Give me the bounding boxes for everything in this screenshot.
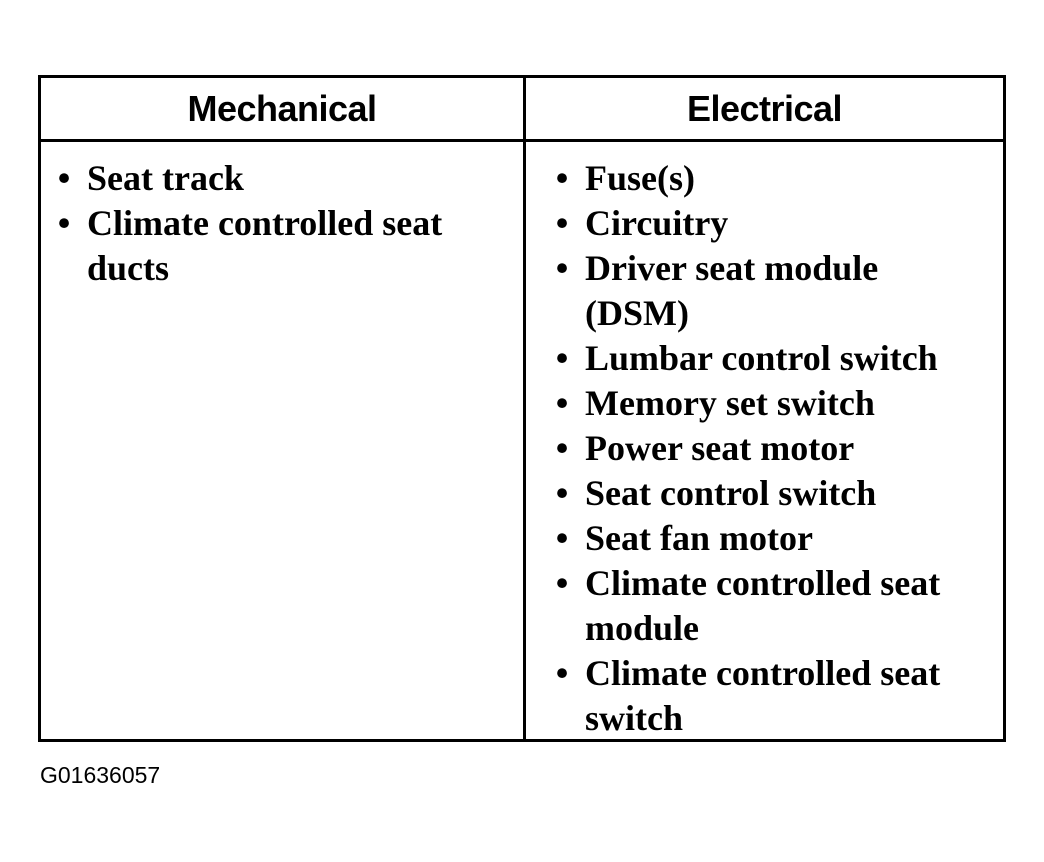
bullet-icon: • — [555, 563, 569, 603]
list-item-text: Climate controlled seat ducts — [87, 203, 443, 288]
list-item-text: Circuitry — [585, 203, 729, 243]
list-item-text: Driver seat module (DSM) — [585, 248, 879, 333]
bullet-icon: • — [555, 158, 569, 198]
list-item-text: Seat track — [87, 158, 244, 198]
electrical-list — [549, 156, 969, 741]
bullet-icon: • — [57, 158, 71, 198]
list-item-text: Lumbar control switch — [585, 338, 938, 378]
list-item — [51, 156, 511, 201]
mechanical-list — [51, 156, 511, 291]
list-item-text: Power seat motor — [585, 428, 855, 468]
list-item-text: Climate controlled seat switch — [585, 653, 941, 738]
list-item — [549, 561, 969, 651]
list-item — [549, 336, 969, 381]
bullet-icon: • — [555, 383, 569, 423]
list-item-text: Memory set switch — [585, 383, 875, 423]
list-item — [549, 246, 969, 336]
list-item — [549, 516, 969, 561]
list-item-text: Climate controlled seat module — [585, 563, 941, 648]
list-item-text: Seat control switch — [585, 473, 877, 513]
bullet-icon: • — [555, 518, 569, 558]
header-divider — [41, 139, 1003, 142]
bullet-icon: • — [555, 473, 569, 513]
list-item — [549, 381, 969, 426]
bullet-icon: • — [57, 203, 71, 243]
bullet-icon: • — [555, 248, 569, 288]
list-item-text: Seat fan motor — [585, 518, 813, 558]
bullet-icon: • — [555, 338, 569, 378]
list-item-text: Fuse(s) — [585, 158, 695, 198]
column-header-mechanical: Mechanical — [187, 87, 377, 129]
bullet-icon: • — [555, 428, 569, 468]
list-item — [549, 426, 969, 471]
list-item — [549, 201, 969, 246]
list-item — [549, 471, 969, 516]
bullet-icon: • — [555, 203, 569, 243]
list-item — [549, 156, 969, 201]
list-item — [51, 201, 511, 291]
bullet-icon: • — [555, 653, 569, 693]
column-divider — [523, 78, 526, 739]
column-header-electrical: Electrical — [686, 87, 843, 129]
inspection-table — [38, 75, 1006, 742]
figure-id-caption: G01636057 — [40, 762, 161, 788]
list-item — [549, 651, 969, 741]
